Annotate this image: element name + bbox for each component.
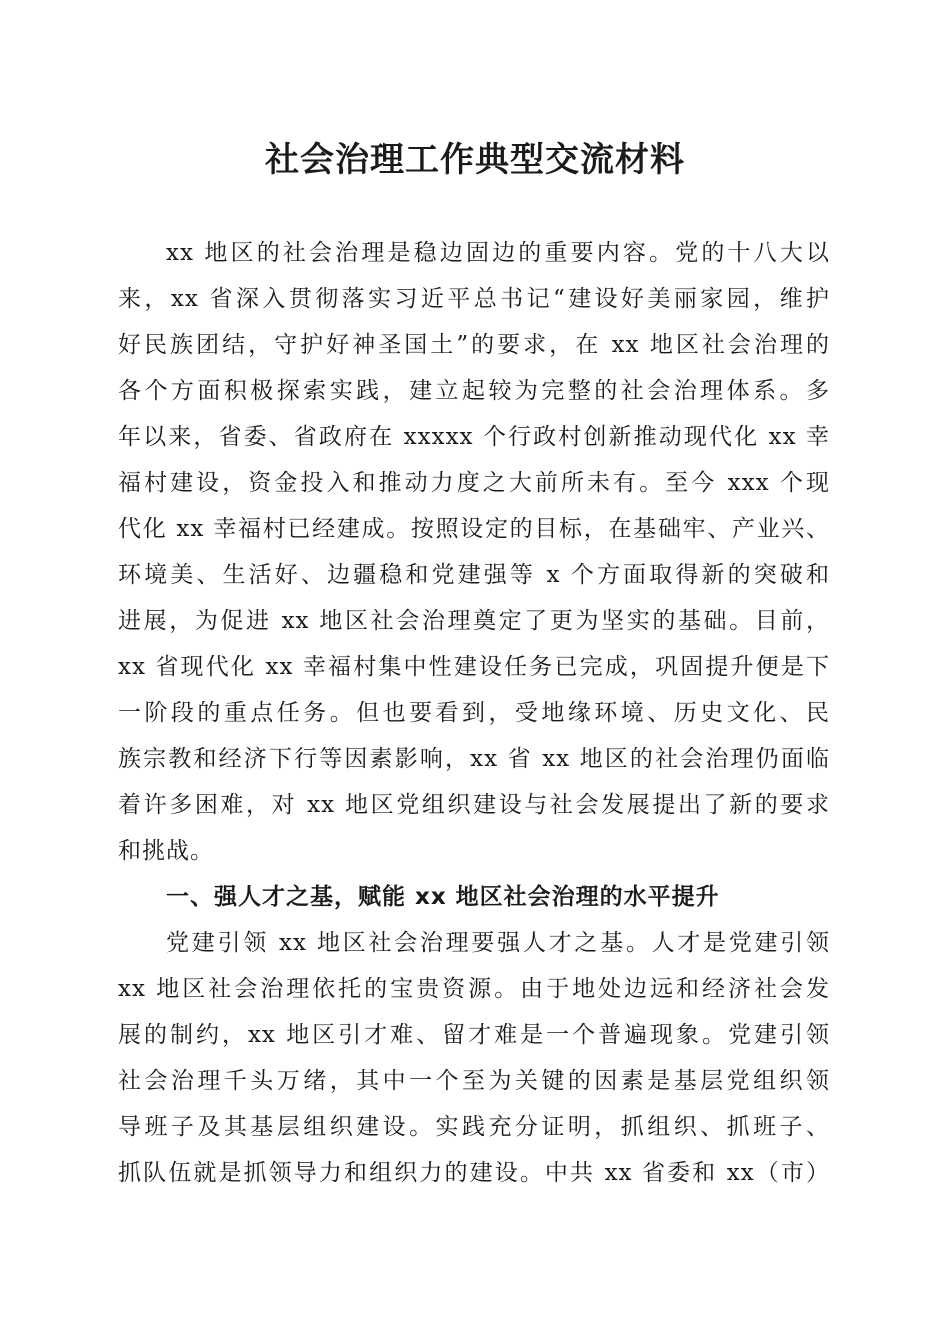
paragraph-line: 年以来，省委、省政府在 xxxxx 个行政村创新推动现代化 xx 幸 (118, 424, 830, 450)
paragraph-line: 福村建设，资金投入和推动力度之大前所未有。至今 xxx 个现 (118, 470, 830, 496)
paragraph-line: 党建引领 xx 地区社会治理要强人才之基。人才是党建引领 (166, 930, 830, 956)
paragraph-line: xx 地区社会治理依托的宝贵资源。由于地处边远和经济社会发 (118, 976, 830, 1002)
paragraph-line: 展的制约，xx 地区引才难、留才难是一个普遍现象。党建引领 (118, 1022, 830, 1048)
paragraph-line: 抓队伍就是抓领导力和组织力的建设。中共 xx 省委和 xx（市） (118, 1160, 830, 1186)
paragraph-line: 和挑战。 (118, 838, 214, 864)
paragraph-line: 环境美、生活好、边疆稳和党建强等 x 个方面取得新的突破和 (118, 562, 830, 588)
paragraph-line: 一阶段的重点任务。但也要看到，受地缘环境、历史文化、民 (118, 700, 830, 726)
section-heading: 一、强人才之基，赋能 xx 地区社会治理的水平提升 (166, 884, 720, 910)
document-title: 社会治理工作典型交流材料 (265, 140, 685, 180)
paragraph-line: xx 地区的社会治理是稳边固边的重要内容。党的十八大以 (166, 240, 830, 266)
paragraph-line: xx 省现代化 xx 幸福村集中性建设任务已完成，巩固提升便是下 (118, 654, 830, 680)
section-heading-block (118, 874, 830, 920)
paragraph-intro (118, 230, 830, 874)
paragraph-section-one (118, 920, 830, 1196)
paragraph-line: 族宗教和经济下行等因素影响，xx 省 xx 地区的社会治理仍面临 (118, 746, 830, 772)
paragraph-line: 进展，为促进 xx 地区社会治理奠定了更为坚实的基础。目前， (118, 608, 830, 634)
paragraph-line: 好民族团结，守护好神圣国土”的要求，在 xx 地区社会治理的 (118, 332, 830, 358)
paragraph-line: 导班子及其基层组织建设。实践充分证明，抓组织、抓班子、 (118, 1114, 830, 1140)
paragraph-line: 社会治理千头万绪，其中一个至为关键的因素是基层党组织领 (118, 1068, 830, 1094)
paragraph-line: 着许多困难，对 xx 地区党组织建设与社会发展提出了新的要求 (118, 792, 830, 818)
paragraph-line: 代化 xx 幸福村已经建成。按照设定的目标，在基础牢、产业兴、 (118, 516, 830, 542)
paragraph-line: 各个方面积极探索实践，建立起较为完整的社会治理体系。多 (118, 378, 830, 404)
paragraph-line: 来，xx 省深入贯彻落实习近平总书记“建设好美丽家园，维护 (118, 286, 830, 312)
